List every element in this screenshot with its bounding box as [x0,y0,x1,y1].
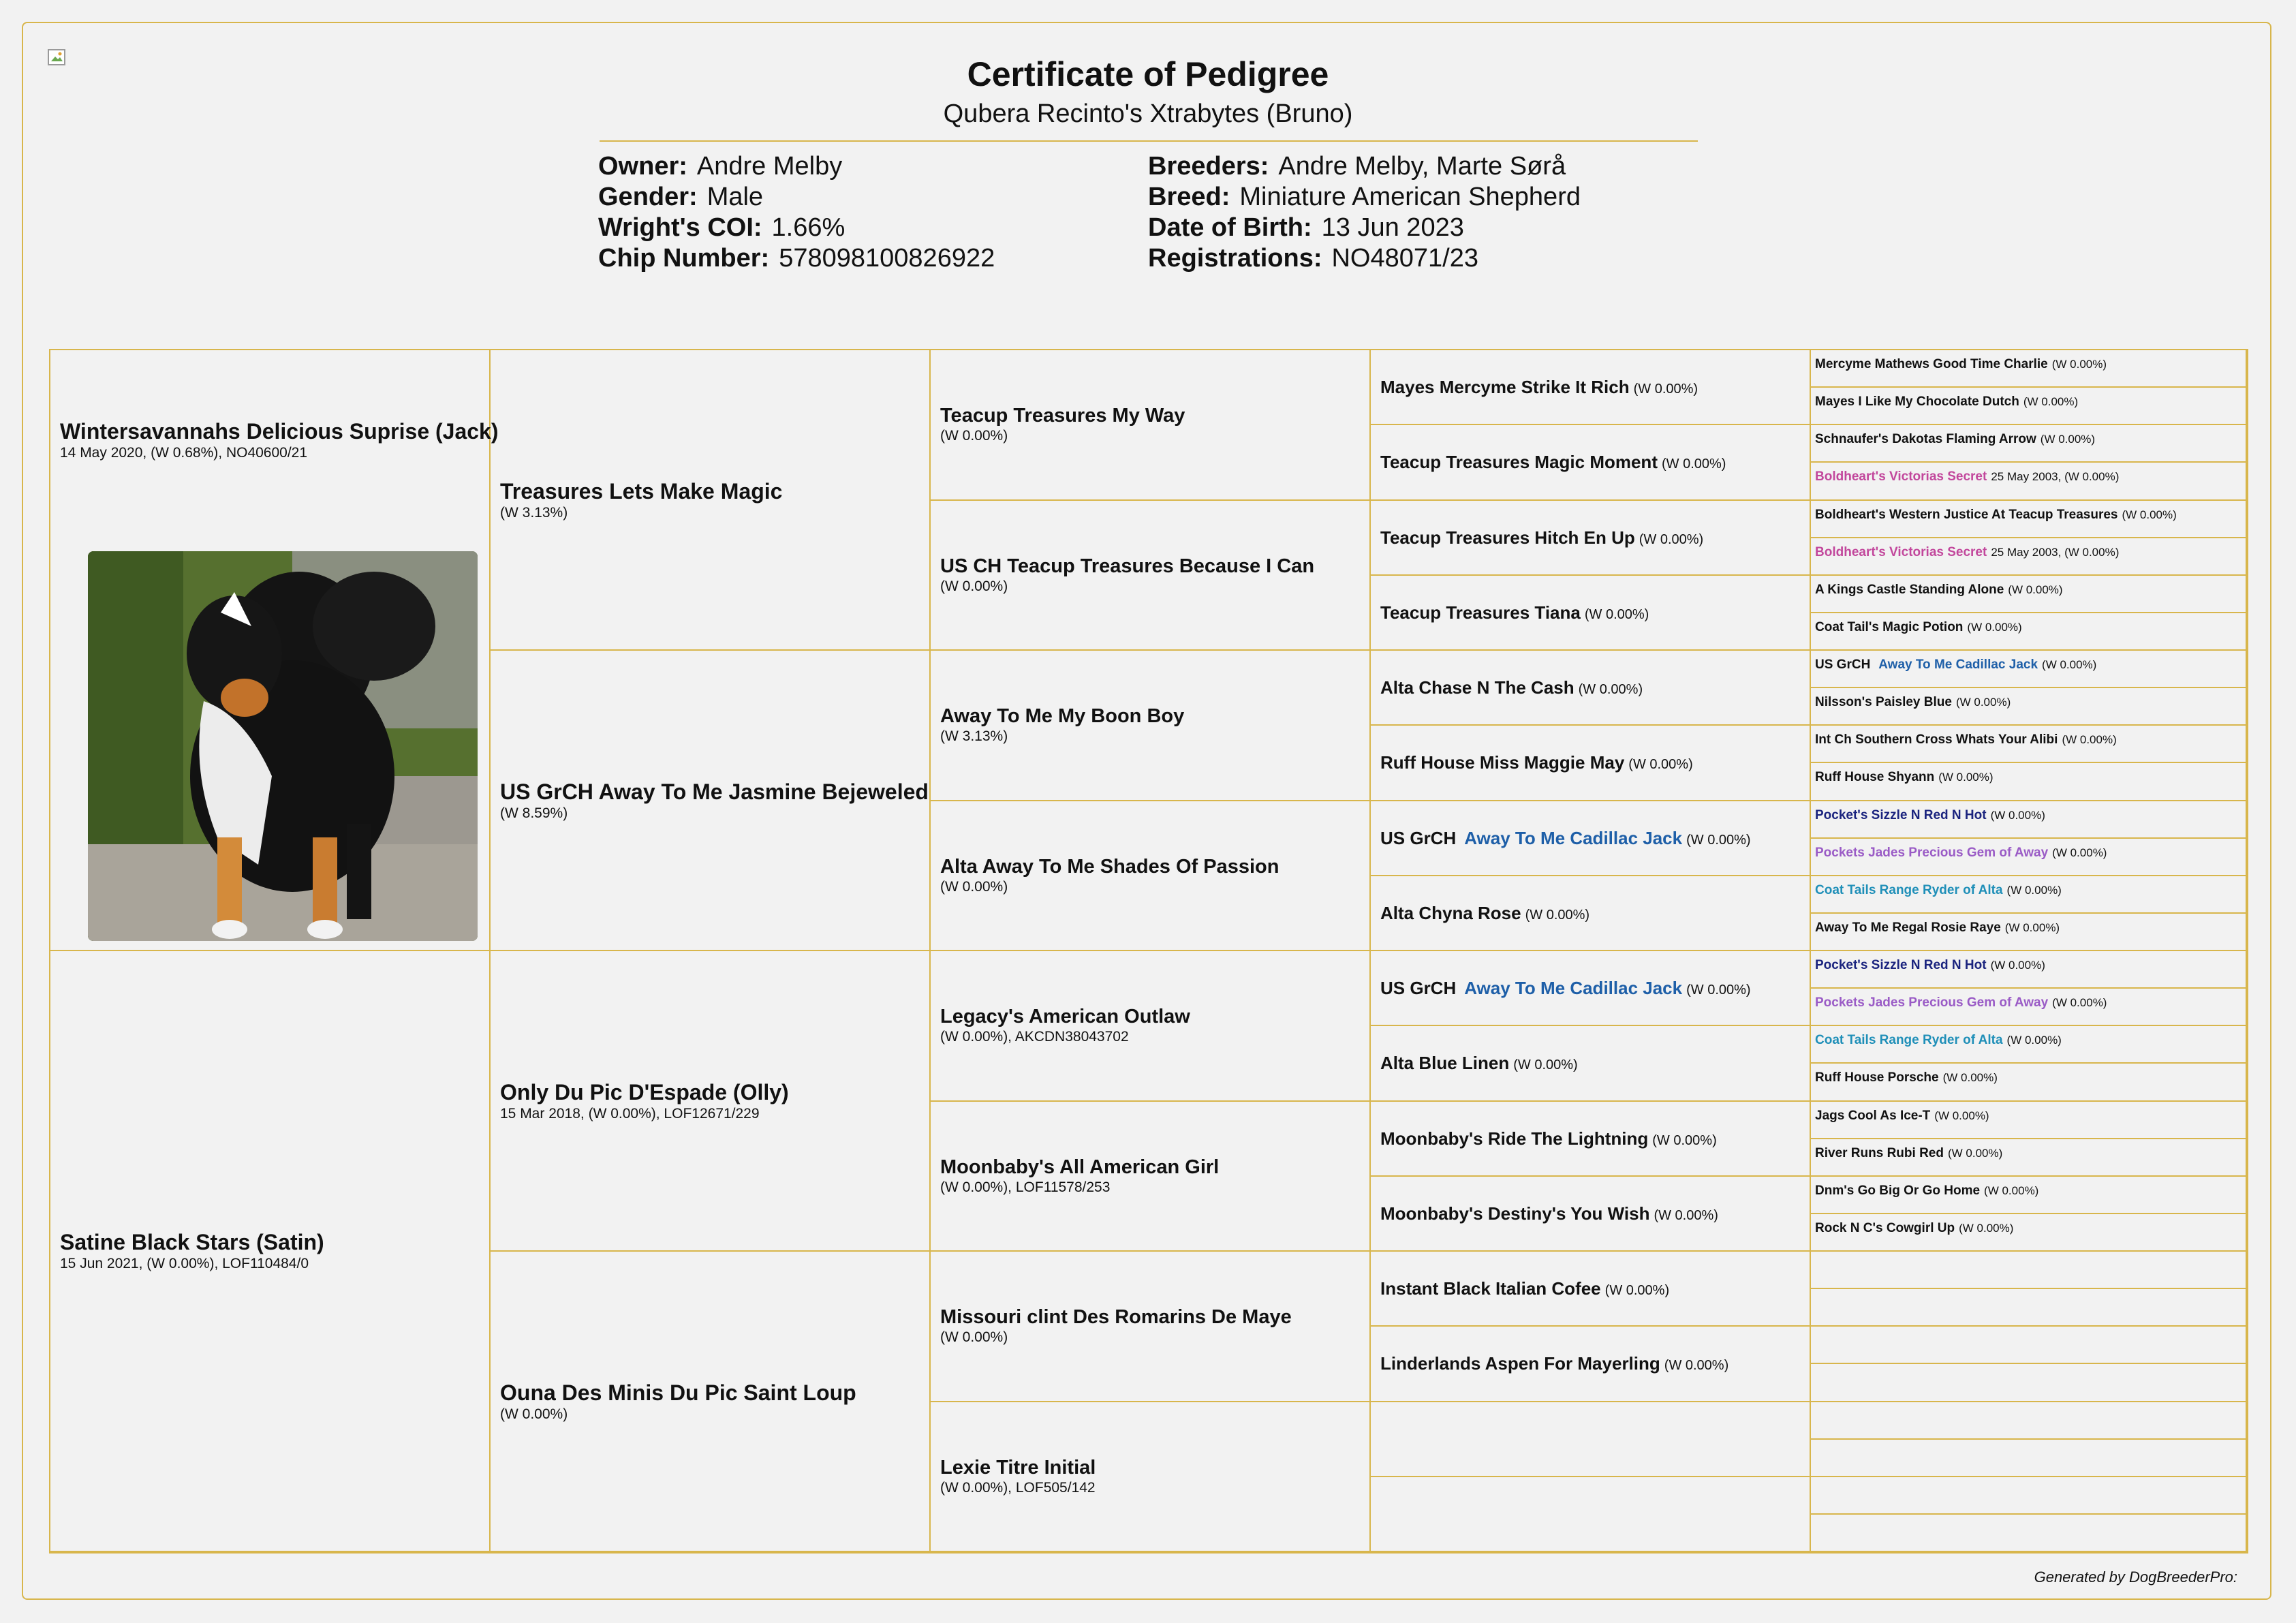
gender-row: Gender: Male [598,183,764,211]
dog-name[interactable]: Alta Chase N The Cash [1380,677,1574,698]
gen5-cell [1811,425,2247,463]
dog-details: (W 0.00%) [1664,1358,1729,1374]
gen3-cell [931,1402,1371,1553]
dog-details: 14 May 2020, (W 0.68%), NO40600/21 [60,445,308,461]
dog-details: (W 0.00%) [2122,508,2177,521]
dog-details: (W 0.00%) [1652,1132,1717,1148]
gen3-cell [931,801,1371,952]
dog-details: (W 0.00%) [2004,921,2060,934]
dog-details: 25 May 2003, (W 0.00%) [1991,545,2120,559]
ancestor-line [1380,1350,1810,1376]
gen5-cell [1811,388,2247,425]
dog-details: (W 3.13%) [500,504,568,521]
dog-name[interactable]: Rock N C's Cowgirl Up [1815,1220,1955,1235]
gen4-cell [1371,951,1811,1026]
dog-details: (W 0.00%) [940,878,1008,895]
gen5-cell [1811,1252,2247,1289]
dog-name[interactable]: US CH Teacup Treasures Because I Can [940,555,1315,577]
dog-details: (W 0.00%) [940,428,1008,444]
dog-name[interactable]: Alta Away To Me Shades Of Passion [940,855,1279,878]
ancestor-line [1815,389,2246,415]
gen4-cell [1371,1177,1811,1252]
dog-name[interactable]: Pocket's Sizzle N Red N Hot [1815,958,1987,972]
ancestor-line [1815,840,2246,866]
ancestor-line [1815,577,2246,603]
gen3-cell [931,350,1371,501]
ancestor-line [1815,878,2246,903]
ancestor-line [1815,615,2246,640]
dog-details: 25 May 2003, (W 0.00%) [1991,470,2120,484]
dog-name[interactable]: Wintersavannahs Delicious Suprise (Jack) [60,419,499,444]
dog-name[interactable]: Coat Tail's Magic Potion [1815,619,1964,634]
chip-row: Chip Number: 578098100826922 [598,244,995,273]
ancestor-line [1815,1290,2246,1316]
gen5-cell [1811,1102,2247,1139]
ancestor-line [1815,1065,2246,1091]
ancestor-line [1380,600,1810,625]
gen3-cell [931,1102,1371,1252]
gen4-cell [1371,1252,1811,1327]
dog-name[interactable]: Mayes I Like My Chocolate Dutch [1815,395,2019,409]
title-prefix: US GrCH [1380,827,1457,848]
gen4-cell [1371,801,1811,876]
dog-details: (W 0.00%) [2008,583,2063,596]
gen5-cell [1811,1026,2247,1064]
dog-details: (W 0.00%) [1947,1146,2003,1160]
dog-name[interactable]: Away To Me Cadillac Jack [1464,978,1683,999]
gen5-cell [1811,1064,2247,1101]
gen5-cell [1811,651,2247,688]
ancestor-line [1815,1253,2246,1279]
gen4-cell [1371,1327,1811,1402]
gen5-cell [1811,914,2247,951]
dog-details: (W 0.00%) [1938,771,1994,784]
gen2-cell [491,651,931,951]
dog-details: (W 0.00%) [1633,382,1698,397]
ancestor-line [1815,1178,2246,1204]
dog-photo [88,551,478,941]
dog-name[interactable]: Mercyme Mathews Good Time Charlie [1815,357,2048,371]
ancestor-line [1815,1328,2246,1354]
dog-name[interactable]: Coat Tails Range Ryder of Alta [1815,882,2003,897]
dog-name[interactable]: Away To Me Cadillac Jack [1464,827,1683,848]
gen1-cell [50,951,491,1552]
ancestor-line [1815,1103,2246,1129]
dog-name[interactable]: Alta Blue Linen [1380,1053,1510,1074]
dog-details: (W 0.00%) [2023,395,2079,409]
dog-details: (W 0.00%) [500,1406,568,1422]
dog-details: (W 0.00%) [2006,1034,2062,1047]
gen5-cell [1811,951,2247,989]
ancestor-line [1815,352,2246,377]
gen4-cell [1371,726,1811,801]
dog-details: (W 0.00%) [1578,682,1643,698]
dog-name[interactable]: Teacup Treasures Hitch En Up [1380,527,1635,548]
gen5-cell [1811,501,2247,538]
title-divider [600,140,1698,142]
coi-row: Wright's COI: 1.66% [598,213,846,242]
gen5-cell [1811,688,2247,726]
ancestor-line [1815,652,2246,678]
dog-details: (W 0.00%) [2040,433,2096,446]
dog-details: (W 0.00%) [1990,808,2045,822]
dog-details: (W 0.00%) [1639,531,1704,547]
dog-name[interactable]: Treasures Lets Make Magic [500,478,783,504]
dog-details: (W 0.00%), LOF505/142 [940,1479,1096,1496]
ancestor-line [1380,374,1810,400]
gen2-cell [491,1252,931,1552]
gen4-cell [1371,501,1811,576]
gen5-cell [1811,1364,2247,1402]
ancestor-line [1380,525,1810,551]
gen5-cell [1811,576,2247,613]
ancestor-line [1815,502,2246,528]
gen5-cell [1811,1477,2247,1515]
gen4-cell [1371,1026,1811,1101]
dog-name[interactable]: Pockets Jades Precious Gem of Away [1815,845,2049,860]
ancestor-line [1380,900,1810,926]
dog-details: (W 0.00%), LOF11578/253 [940,1179,1111,1195]
dog-name[interactable]: Coat Tails Range Ryder of Alta [1815,1033,2003,1048]
dog-name[interactable]: Ruff House Shyann [1815,770,1935,785]
dog-name[interactable]: A Kings Castle Standing Alone [1815,582,2004,597]
ancestor-line [1380,975,1810,1001]
info-right [1148,151,1581,274]
dog-name[interactable]: Mayes Mercyme Strike It Rich [1380,377,1630,398]
gen4-cell [1371,1102,1811,1177]
ancestor-line [1815,464,2246,490]
dog-name[interactable]: Pockets Jades Precious Gem of Away [1815,995,2049,1010]
gen4-cell [1371,1402,1811,1477]
breed-row: Breed: Miniature American Shepherd [1148,183,1581,211]
dog-name[interactable]: Missouri clint Des Romarins De Maye [940,1306,1292,1329]
dog-name[interactable]: Linderlands Aspen For Mayerling [1380,1353,1660,1374]
ancestor-line [1815,1216,2246,1241]
gen5-cell [1811,839,2247,876]
dog-name[interactable]: Teacup Treasures My Way [940,405,1185,427]
dog-details: 15 Mar 2018, (W 0.00%), LOF12671/229 [500,1105,760,1122]
gen5-cell [1811,989,2247,1026]
dog-details: (W 8.59%) [500,805,568,821]
gen5-cell [1811,463,2247,500]
dog-details: (W 0.00%) [940,578,1008,594]
dog-name[interactable]: Teacup Treasures Magic Moment [1380,452,1658,473]
dog-name[interactable]: Ruff House Miss Maggie May [1380,752,1625,773]
gen4-cell [1371,651,1811,726]
gen2-cell [491,951,931,1252]
ancestor-line [1815,1027,2246,1053]
footer-credit: Generated by DogBreederPro: [2034,1568,2237,1586]
ancestor-line [1815,990,2246,1016]
dog-details: (W 0.00%) [1604,1283,1670,1299]
info-left [598,151,995,274]
dog-details: (W 0.00%) [1513,1057,1578,1073]
dog-name[interactable]: Away To Me My Boon Boy [940,705,1185,728]
dog-name[interactable]: Legacy's American Outlaw [940,1006,1190,1028]
dog-name[interactable]: Int Ch Southern Cross Whats Your Alibi [1815,732,2058,747]
ancestor-line [1380,1201,1810,1226]
dog-details: (W 0.00%) [1584,606,1649,622]
ancestor-line [1815,690,2246,715]
gen3-cell [931,651,1371,801]
dog-details: (W 0.00%) [2006,883,2062,897]
ancestor-line [1815,1404,2246,1429]
dog-name[interactable]: Only Du Pic D'Espade (Olly) [500,1079,789,1104]
dob-row: Date of Birth: 13 Jun 2023 [1148,213,1464,242]
dog-details: (W 0.00%) [1654,1207,1718,1223]
dog-name: Qubera Recinto's Xtrabytes (Bruno) [943,99,1353,128]
ancestor-line [1815,1141,2246,1166]
dog-details: (W 0.00%) [1984,1184,2039,1197]
ancestor-line [1380,449,1810,475]
registrations-row: Registrations: NO48071/23 [1148,244,1478,273]
ancestor-line [1815,1479,2246,1504]
dog-details: (W 0.00%) [1967,620,2022,634]
ancestor-line [1380,1126,1810,1151]
dog-name[interactable]: Boldheart's Victorias Secret [1815,544,1987,559]
dog-name[interactable]: Pocket's Sizzle N Red N Hot [1815,807,1987,822]
dog-name[interactable]: Nilsson's Paisley Blue [1815,695,1952,710]
gen5-cell [1811,1177,2247,1214]
pedigree-grid [49,349,2248,1554]
gen4-cell [1371,876,1811,951]
title-prefix: US GrCH [1815,658,1871,672]
dog-name[interactable]: Lexie Titre Initial [940,1456,1096,1479]
dog-details: (W 0.00%) [2052,996,2107,1010]
dog-name[interactable]: Moonbaby's All American Girl [940,1156,1220,1178]
dog-name[interactable]: River Runs Rubi Red [1815,1145,1944,1160]
gen3-cell [931,951,1371,1102]
title-prefix: US GrCH [1380,978,1457,999]
dog-name[interactable]: Dnm's Go Big Or Go Home [1815,1183,1981,1198]
ancestor-line [1815,427,2246,452]
ancestor-line [1380,1276,1810,1301]
gen5-cell [1811,1289,2247,1327]
gen5-cell [1811,1327,2247,1364]
dog-name[interactable]: Jags Cool As Ice-T [1815,1108,1931,1123]
ancestor-line [1380,1050,1810,1076]
dog-name[interactable]: Alta Chyna Rose [1380,902,1521,923]
gen5-cell [1811,538,2247,576]
dog-name[interactable]: Moonbaby's Destiny's You Wish [1380,1203,1650,1224]
gen5-cell [1811,876,2247,914]
gen5-cell [1811,613,2247,651]
dog-details: (W 3.13%) [940,728,1008,745]
dog-details: (W 0.00%) [1942,1071,1998,1085]
gen4-cell [1371,425,1811,500]
gen5-cell [1811,1139,2247,1177]
dog-details: (W 0.00%) [2062,733,2117,747]
dog-details: (W 0.00%) [1686,983,1751,998]
gen3-cell [931,1252,1371,1402]
ancestor-line [1380,675,1810,700]
gen3-cell [931,501,1371,651]
gen4-cell [1371,576,1811,651]
gen5-cell [1811,1515,2247,1552]
dog-name[interactable]: Schnaufer's Dakotas Flaming Arrow [1815,432,2036,447]
dog-name[interactable]: Away To Me Cadillac Jack [1878,658,2038,672]
ancestor-line [1815,915,2246,941]
ancestor-line [1380,749,1810,775]
ancestor-line [1815,727,2246,753]
ancestor-line [1815,1516,2246,1542]
gen5-cell [1811,801,2247,839]
gen4-cell [1371,350,1811,425]
ancestor-line [1380,1501,1810,1527]
dog-name[interactable]: Instant Black Italian Cofee [1380,1278,1601,1299]
dog-details: (W 0.00%) [2042,658,2097,671]
gen5-cell [1811,726,2247,763]
dog-name[interactable]: Boldheart's Victorias Secret [1815,469,1987,484]
dog-name[interactable]: Teacup Treasures Tiana [1380,602,1581,623]
dog-details: (W 0.00%) [1686,832,1751,848]
ancestor-line [1815,540,2246,566]
gen5-cell [1811,350,2247,388]
dog-details: (W 0.00%) [2052,846,2107,859]
gen2-cell [491,350,931,651]
dog-details: (W 0.00%) [1955,696,2011,709]
dog-details: (W 0.00%) [1661,457,1726,472]
dog-name[interactable]: Satine Black Stars (Satin) [60,1230,324,1254]
dog-details: (W 0.00%) [1990,959,2045,972]
dog-details: (W 0.00%) [1525,907,1590,923]
ancestor-line [1815,764,2246,790]
dog-name[interactable]: Boldheart's Western Justice At Teacup Treasures [1815,507,2118,522]
ancestor-line [1380,1426,1810,1452]
dog-name[interactable]: US GrCH Away To Me Jasmine Bejeweled [500,779,929,804]
dog-name[interactable]: Ouna Des Minis Du Pic Saint Loup [500,1380,856,1405]
page-title: Certificate of Pedigree [967,55,1329,93]
dog-details: (W 0.00%) [940,1329,1008,1346]
gen5-cell [1811,1402,2247,1440]
ancestor-line [1815,803,2246,829]
ancestor-line [1815,953,2246,978]
gen5-cell [1811,1440,2247,1477]
dog-details: (W 0.00%) [1959,1221,2014,1235]
dog-details: 15 Jun 2021, (W 0.00%), LOF110484/0 [60,1256,309,1271]
ancestor-line [1815,1365,2246,1391]
dog-name[interactable]: Away To Me Regal Rosie Raye [1815,920,2001,935]
ancestor-line [1380,825,1810,851]
gen5-cell [1811,763,2247,801]
dog-name[interactable]: Moonbaby's Ride The Lightning [1380,1128,1649,1149]
dog-details: (W 0.00%) [1628,757,1693,773]
dog-details: (W 0.00%) [1934,1109,1989,1122]
owner-row: Owner: Andre Melby [598,152,843,181]
gen4-cell [1371,1477,1811,1552]
gen5-cell [1811,1214,2247,1252]
breeders-row: Breeders: Andre Melby, Marte Sørå [1148,152,1566,181]
dog-name[interactable]: Ruff House Porsche [1815,1070,1939,1085]
dog-details: (W 0.00%), AKCDN38043702 [940,1029,1129,1045]
ancestor-line [1815,1441,2246,1467]
dog-details: (W 0.00%) [2051,358,2107,371]
